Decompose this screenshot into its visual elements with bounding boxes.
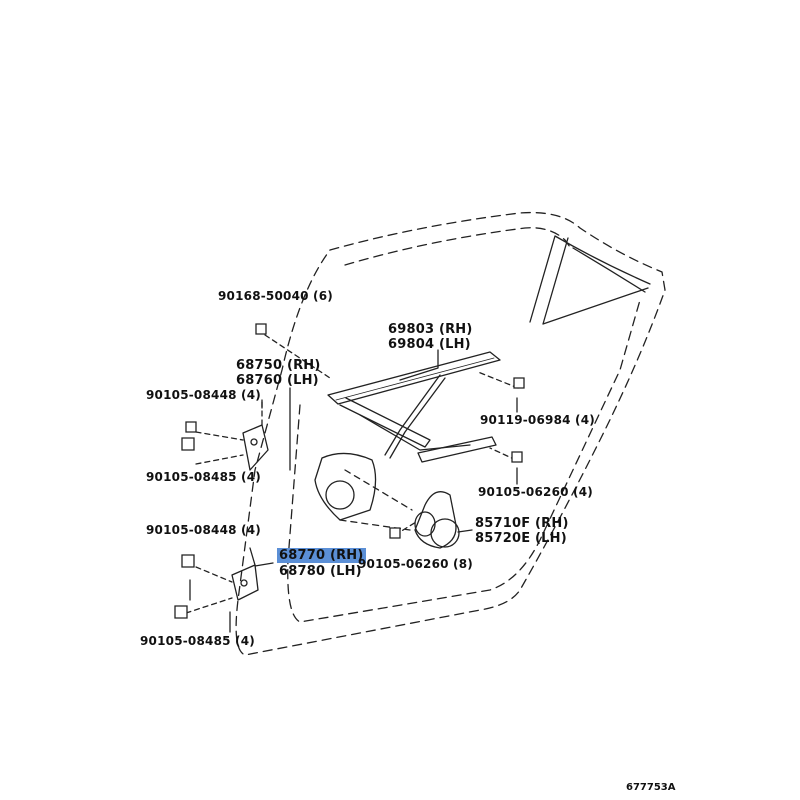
- bolt-icon: [182, 555, 194, 567]
- label-68750[interactable]: 68750 (RH): [236, 358, 321, 373]
- diagram-code: 677753A: [626, 782, 676, 793]
- label-90105-08485-lower[interactable]: 90105-08485 (4): [140, 634, 255, 648]
- regulator-arm: [340, 398, 430, 447]
- bolt-icon: [186, 422, 196, 432]
- bolt-icon: [182, 438, 194, 450]
- window-frame: [530, 236, 650, 324]
- label-90105-08448-upper[interactable]: 90105-08448 (4): [146, 388, 261, 402]
- label-90168-50040[interactable]: 90168-50040 (6): [218, 289, 333, 303]
- label-90119-06984[interactable]: 90119-06984 (4): [480, 413, 595, 427]
- hinge-lower: [232, 565, 258, 600]
- label-68780[interactable]: 68780 (LH): [279, 564, 362, 579]
- label-90105-08448-lower[interactable]: 90105-08448 (4): [146, 523, 261, 537]
- bolt-icon: [175, 606, 187, 618]
- bolt-icon: [256, 324, 266, 334]
- bolt-icon: [514, 378, 524, 388]
- regulator-base: [315, 453, 376, 520]
- highlighted-part[interactable]: 68770 (RH): [279, 548, 364, 563]
- door-inner-outline: [345, 228, 572, 265]
- label-69804[interactable]: 69804 (LH): [388, 337, 471, 352]
- label-69803[interactable]: 69803 (RH): [388, 322, 473, 337]
- hinge-upper: [243, 425, 268, 470]
- door-outer-outline: [236, 213, 665, 655]
- regulator-rail: [328, 352, 500, 404]
- label-68760[interactable]: 68760 (LH): [236, 373, 319, 388]
- label-90105-08485-upper[interactable]: 90105-08485 (4): [146, 470, 261, 484]
- label-85720e[interactable]: 85720E (LH): [475, 531, 567, 546]
- label-90105-06260-4[interactable]: 90105-06260 (4): [478, 485, 593, 499]
- bolt-icon: [512, 452, 522, 462]
- label-90105-06260-8[interactable]: 90105-06260 (8): [358, 557, 473, 571]
- bolt-icon: [390, 528, 400, 538]
- label-68770[interactable]: [277, 548, 366, 563]
- label-85710f[interactable]: 85710F (RH): [475, 516, 569, 531]
